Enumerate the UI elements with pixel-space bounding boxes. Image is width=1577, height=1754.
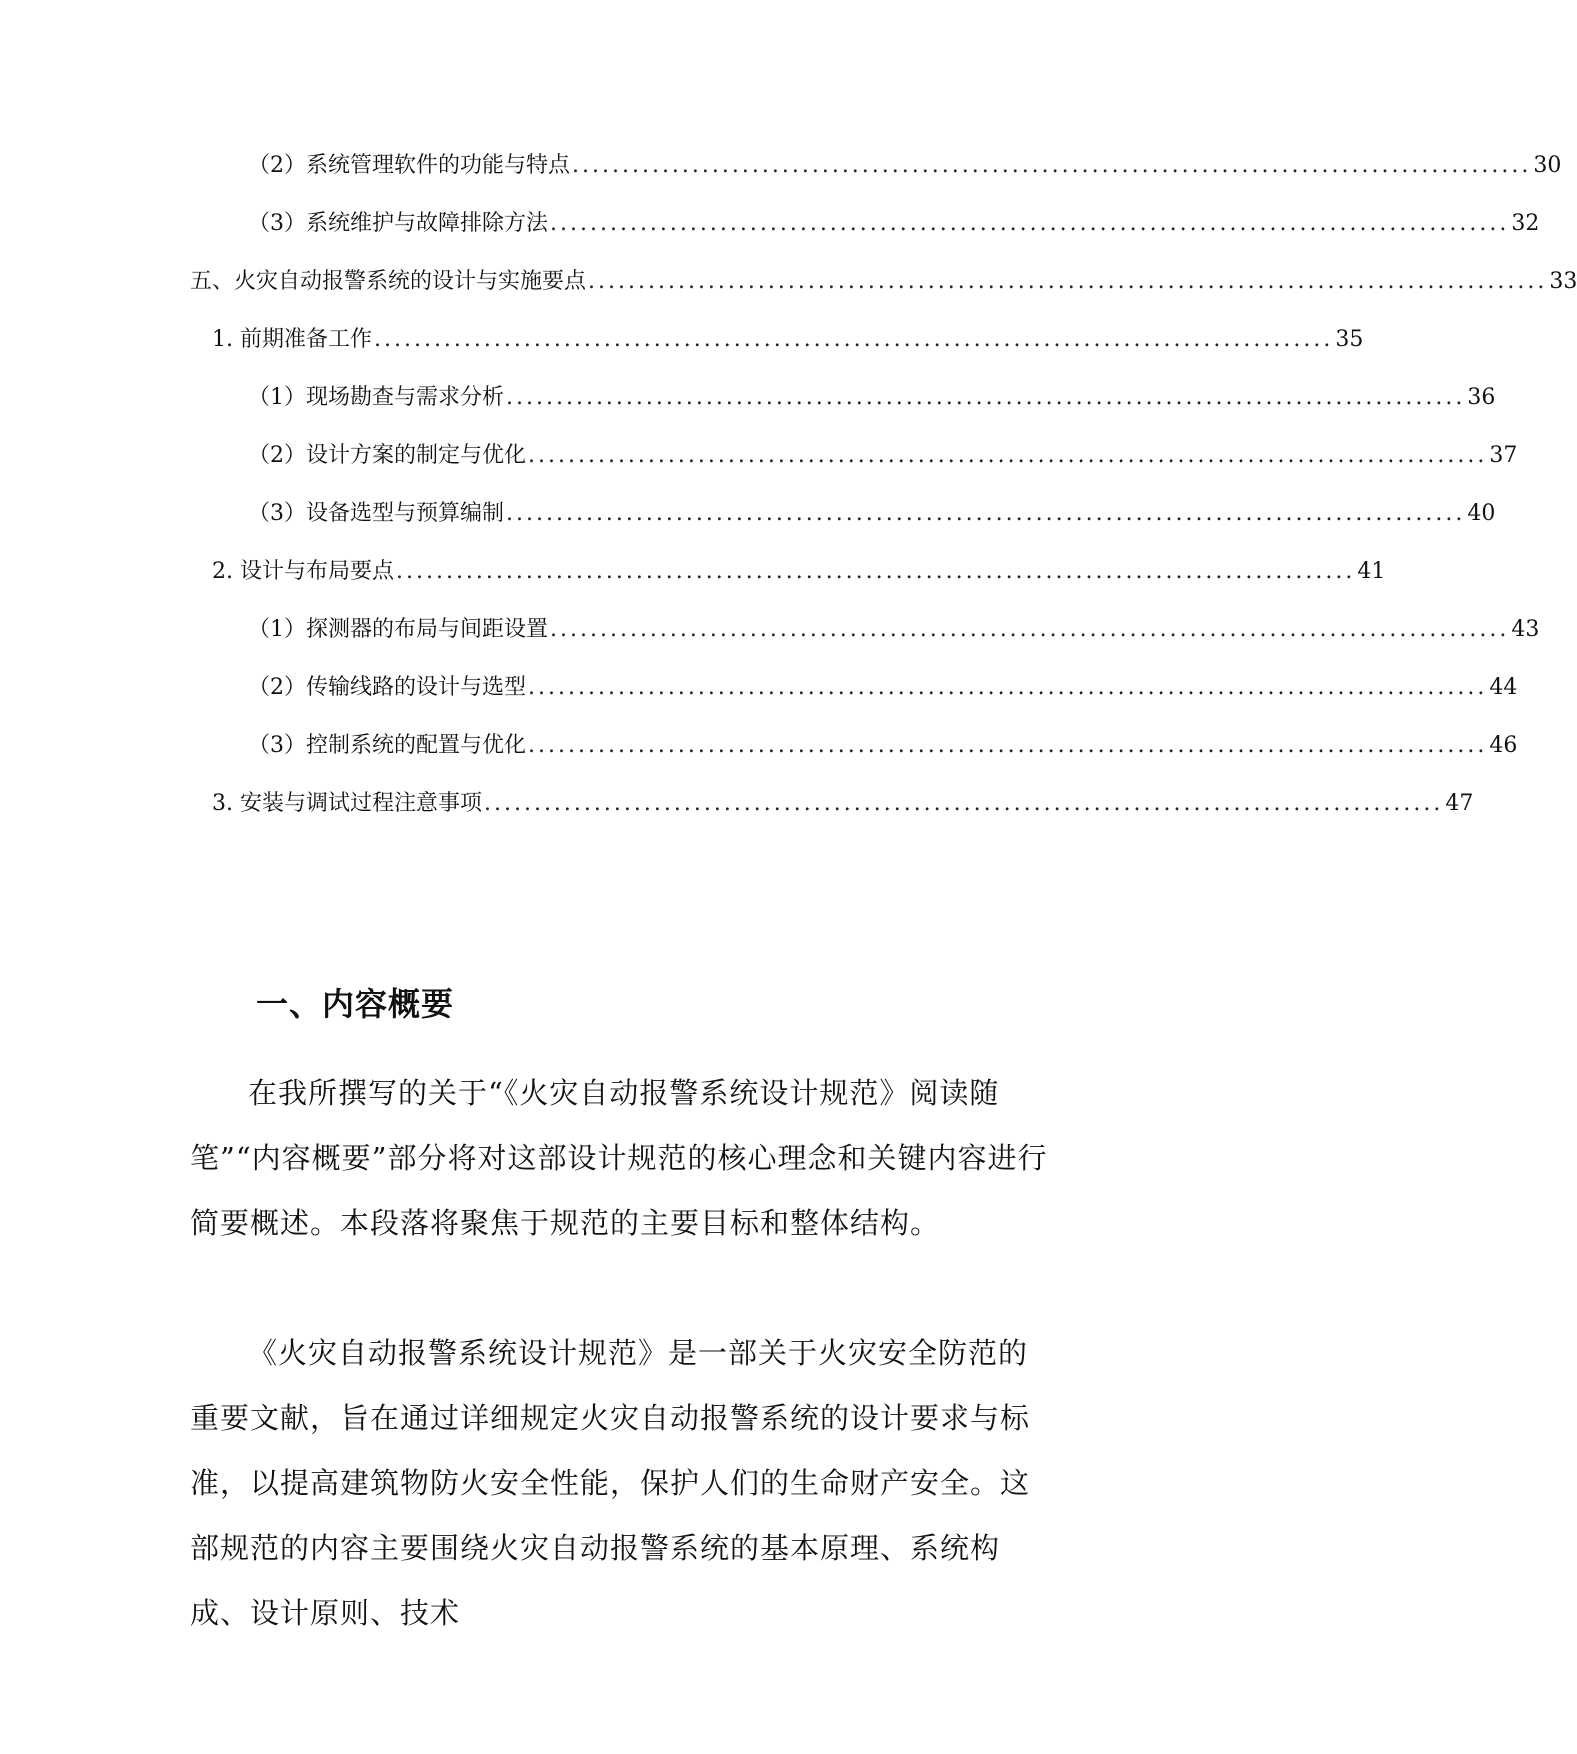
- section-heading: 一、内容概要: [256, 985, 455, 1024]
- toc-leader-dots: ................................................................................................: [395, 559, 1356, 584]
- toc-leader-dots: ................................................................................................: [528, 443, 1488, 468]
- toc-entry-title: （1）现场勘查与需求分析: [248, 385, 504, 410]
- toc-entry-page: 47: [1445, 791, 1474, 816]
- body-paragraph: 《火灾自动报警系统设计规范》是一部关于火灾安全防范的重要文献，旨在通过详细规定火灾自动报警系统的设计要求与标准，以提高建筑物防火安全性能，保护人们的生命财产安全。这部规范的内容主要围绕火灾自动报警系统的基本原理、系统构成、设计原则、技术: [190, 1336, 1031, 1630]
- toc-leader-dots: ................................................................................................: [528, 733, 1488, 758]
- toc-entry[interactable]: [212, 320, 1364, 360]
- toc-leader-dots: ................................................................................................: [588, 269, 1548, 294]
- toc-entry-title: （3）设备选型与预算编制: [248, 501, 504, 526]
- toc-entry-title: （2）设计方案的制定与优化: [248, 443, 526, 468]
- toc-leader-dots: ................................................................................................: [528, 675, 1488, 700]
- toc-leader-dots: ................................................................................................: [483, 791, 1444, 816]
- toc-entry-title: （3）系统维护与故障排除方法: [248, 211, 548, 236]
- toc-entry-page: 40: [1467, 501, 1496, 526]
- toc-entry[interactable]: [248, 436, 1518, 476]
- toc-entry[interactable]: [212, 784, 1474, 824]
- toc-entry-title: 2. 设计与布局要点: [212, 559, 394, 584]
- toc-entry-page: 33: [1549, 269, 1577, 294]
- toc-entry-title: （2）传输线路的设计与选型: [248, 675, 526, 700]
- toc-entry[interactable]: [248, 668, 1518, 708]
- toc-entry-title: 五、火灾自动报警系统的设计与实施要点: [190, 269, 587, 294]
- toc-leader-dots: ................................................................................................: [550, 211, 1510, 236]
- toc-entry-page: 46: [1489, 733, 1518, 758]
- toc-entry[interactable]: [248, 378, 1496, 418]
- toc-entry-title: 1. 前期准备工作: [212, 327, 372, 352]
- toc-leader-dots: ................................................................................................: [572, 153, 1532, 178]
- toc-entry-page: 43: [1511, 617, 1540, 642]
- toc-entry[interactable]: [248, 610, 1540, 650]
- toc-entry-title: （1）探测器的布局与间距设置: [248, 617, 548, 642]
- toc-leader-dots: ................................................................................................: [506, 385, 1466, 410]
- toc-entry[interactable]: [248, 204, 1540, 244]
- toc-leader-dots: ................................................................................................: [550, 617, 1510, 642]
- toc-entry-page: 41: [1357, 559, 1386, 584]
- toc-entry-page: 32: [1511, 211, 1540, 236]
- toc-entry-title: （3）控制系统的配置与优化: [248, 733, 526, 758]
- toc-entry-page: 44: [1489, 675, 1518, 700]
- toc-entry-page: 35: [1335, 327, 1364, 352]
- toc-entry[interactable]: [248, 146, 1562, 186]
- toc-entry[interactable]: [190, 262, 1577, 302]
- toc-entry-page: 37: [1489, 443, 1518, 468]
- toc-entry-page: 30: [1533, 153, 1562, 178]
- toc-entry[interactable]: [248, 494, 1496, 534]
- toc-entry[interactable]: [248, 726, 1518, 766]
- toc-entry[interactable]: [212, 552, 1386, 592]
- body-paragraph: 在我所撰写的关于“《火灾自动报警系统设计规范》阅读随笔”“内容概要”部分将对这部设计规范的核心理念和关键内容进行简要概述。本段落将聚焦于规范的主要目标和整体结构。: [190, 1076, 1048, 1240]
- toc-entry-title: （2）系统管理软件的功能与特点: [248, 153, 570, 178]
- toc-entry-page: 36: [1467, 385, 1496, 410]
- toc-leader-dots: ................................................................................................: [506, 501, 1466, 526]
- toc-leader-dots: ................................................................................................: [373, 327, 1334, 352]
- toc-entry-title: 3. 安装与调试过程注意事项: [212, 791, 482, 816]
